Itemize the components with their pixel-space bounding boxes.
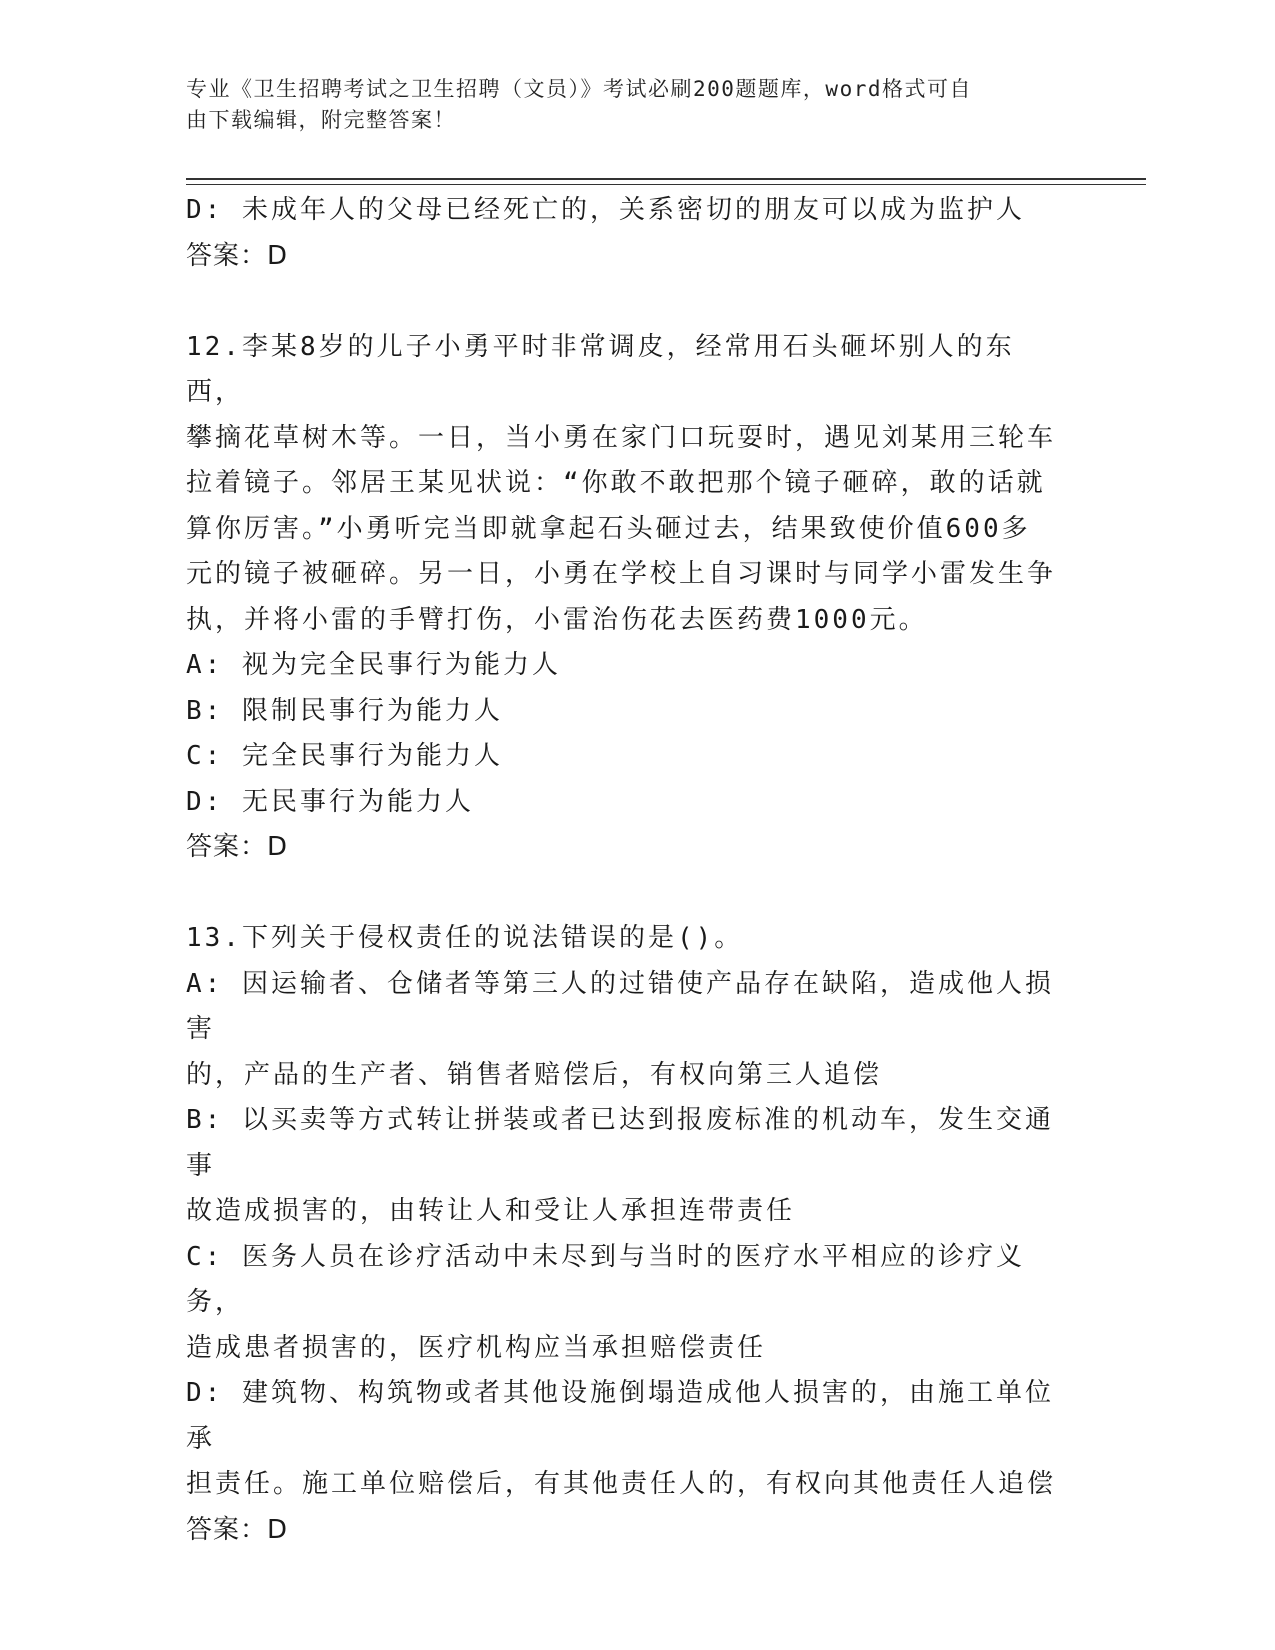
q12-stem-line: 12.李某8岁的儿子小勇平时非常调皮，经常用石头砸坏别人的东西，: [186, 331, 1015, 407]
q13-option-a-line: A: 因运输者、仓储者等第三人的过错使产品存在缺陷，造成他人损害: [186, 968, 1054, 1044]
q13-stem: 13.下列关于侵权责任的说法错误的是()。: [186, 923, 744, 953]
q12-stem-line: 元的镜子被砸碎。另一日，小勇在学校上自习课时与同学小雷发生争: [186, 559, 1057, 589]
question-13: [186, 916, 1066, 1553]
q13-option-c-line: C: 医务人员在诊疗活动中未尽到与当时的医疗水平相应的诊疗义务，: [186, 1241, 1025, 1317]
q13-option-b-line: B: 以买卖等方式转让拼装或者已达到报废标准的机动车，发生交通事: [186, 1105, 1054, 1181]
q12-option-d: D: 无民事行为能力人: [186, 786, 474, 817]
header-line-2: 由下载编辑，附完整答案！: [186, 108, 456, 132]
q12-stem-line: 攀摘花草树木等。一日，当小勇在家门口玩耍时，遇见刘某用三轮车: [186, 422, 1057, 453]
question-12: [186, 325, 1066, 871]
q12-stem-line: 算你厉害。”小勇听完当即就拿起石头砸过去，结果致使价值600多: [186, 513, 1031, 544]
q13-option-d-line: 担责任。施工单位赔偿后，有其他责任人的，有权向其他责任人追偿: [186, 1469, 1057, 1499]
header-divider-thick: [186, 178, 1146, 180]
spacer: [186, 279, 1066, 325]
q13-answer: 答案：D: [186, 1514, 289, 1545]
q13-option-b-line: 故造成损害的，由转让人和受让人承担连带责任: [186, 1196, 796, 1226]
header-line-1: 专业《卫生招聘考试之卫生招聘（文员）》考试必刷200题题库，word格式可自: [186, 77, 972, 101]
q12-option-a: A: 视为完全民事行为能力人: [186, 650, 561, 680]
q12-option-c: C: 完全民事行为能力人: [186, 741, 503, 771]
q13-option-c-line: 造成患者损害的，医疗机构应当承担赔偿责任: [186, 1332, 767, 1363]
q11-answer: 答案：D: [186, 240, 289, 271]
q12-answer: 答案：D: [186, 832, 289, 862]
q11-option-d: D: 未成年人的父母已经死亡的，关系密切的朋友可以成为监护人: [186, 195, 1025, 225]
q13-option-d-line: D: 建筑物、构筑物或者其他设施倒塌造成他人损害的，由施工单位承: [186, 1378, 1054, 1454]
q13-option-a-line: 的，产品的生产者、销售者赔偿后，有权向第三人追偿: [186, 1059, 883, 1090]
q12-option-b: B: 限制民事行为能力人: [186, 695, 503, 726]
document-header: [186, 74, 1066, 136]
header-divider-thin: [186, 184, 1146, 185]
q12-stem-line: 拉着镜子。邻居王某见状说：“你敢不敢把那个镜子砸碎，敢的话就: [186, 468, 1046, 498]
q12-stem-line: 执，并将小雷的手臂打伤，小雷治伤花去医药费1000元。: [186, 604, 928, 635]
spacer: [186, 871, 1066, 917]
question-content: [186, 188, 1066, 1553]
